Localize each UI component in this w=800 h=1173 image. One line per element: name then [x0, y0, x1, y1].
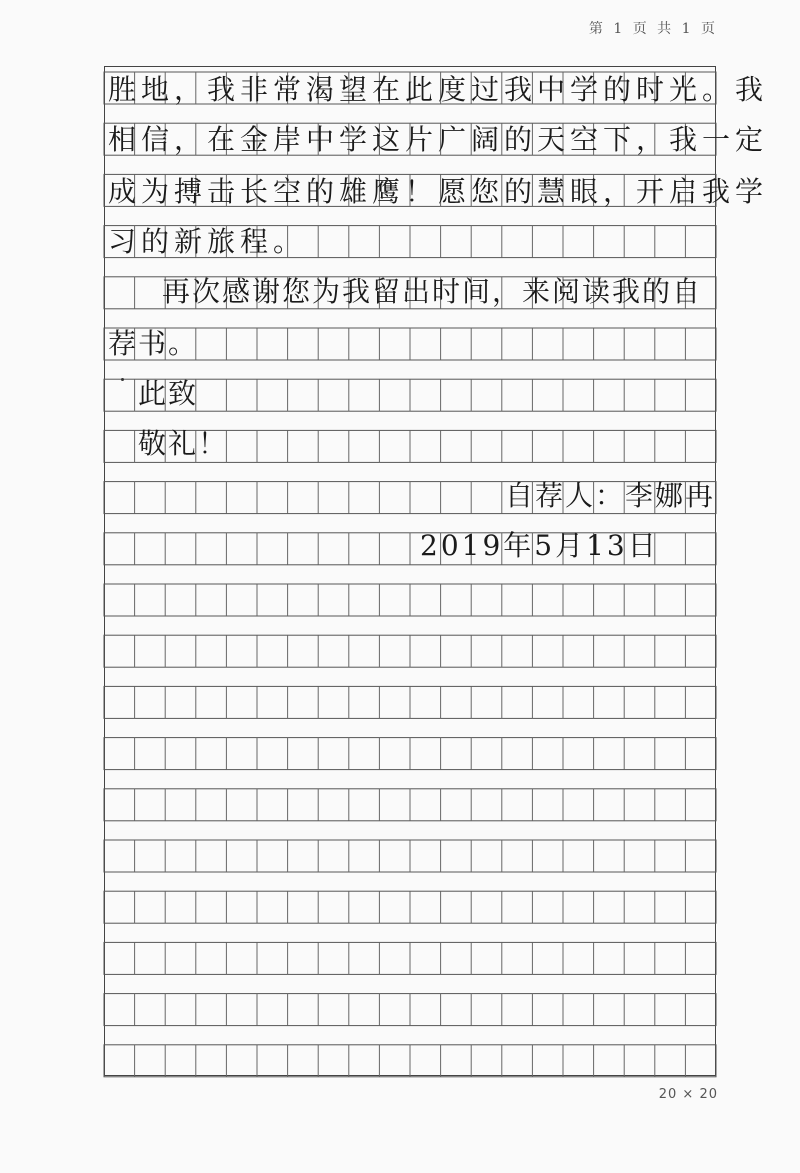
letter-line-2: 相信，在金岸中学这片广阔的天空下，我一定 — [108, 123, 769, 156]
letter-closing: 此致 — [138, 377, 199, 410]
letter-date: 2019年5月13日 — [420, 529, 659, 562]
letter-line-1: 胜地，我非常渴望在此度过我中学的时光。我 — [108, 73, 769, 106]
ink-dot — [121, 378, 124, 381]
letter-line-5: 再次感谢您为我留出时间，来阅读我的自 — [162, 275, 703, 308]
letter-line-3: 成为搏击长空的雄鹰！愿您的慧眼，开启我学 — [108, 175, 769, 208]
page-indicator: 第 1 页 共 1 页 — [588, 21, 718, 37]
letter-line-6: 荐书。 — [108, 327, 199, 360]
letter-line-4: 习的新旅程。 — [108, 225, 307, 258]
letter-signature: 自荐人：李娜冉 — [505, 479, 716, 512]
letter-salute: 敬礼！ — [138, 427, 229, 460]
grid-size-label: 20 × 20 — [658, 1087, 718, 1102]
